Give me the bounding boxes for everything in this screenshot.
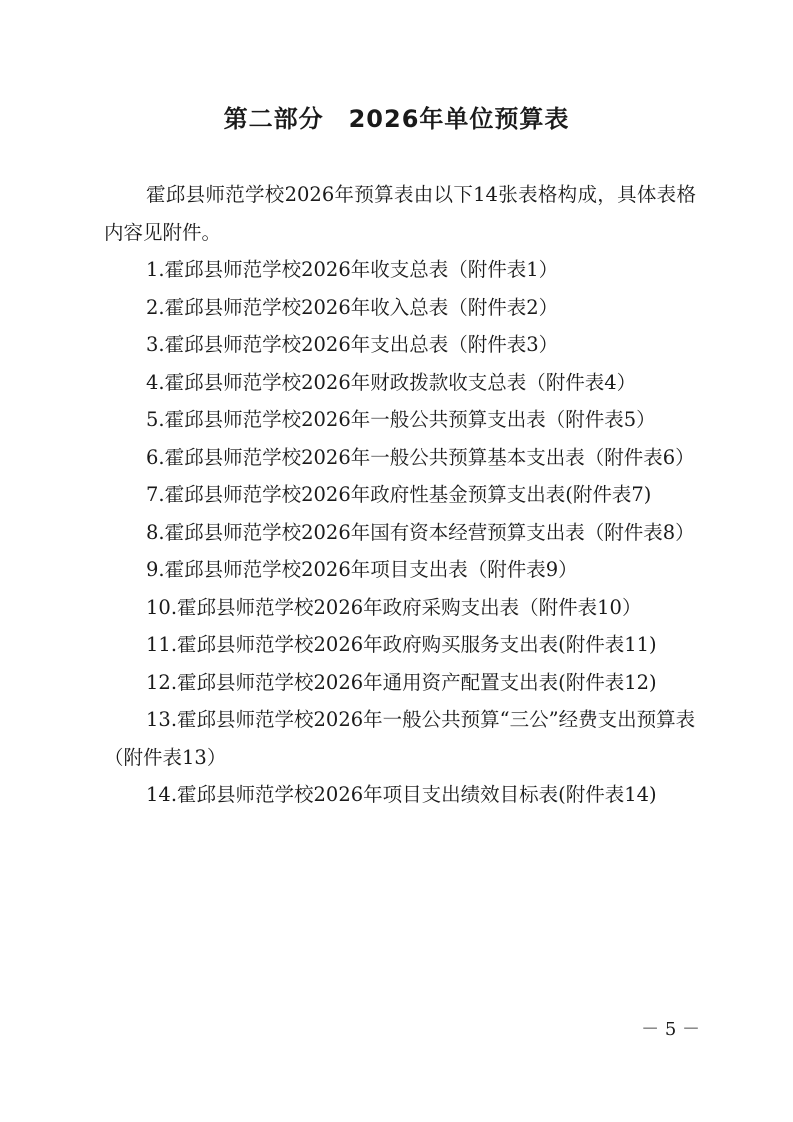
list-item: 5.霍邱县师范学校2026年一般公共预算支出表（附件表5） — [146, 408, 656, 431]
list-item: 3.霍邱县师范学校2026年支出总表（附件表3） — [146, 333, 559, 356]
intro-paragraph: 霍邱县师范学校2026年预算表由以下14张表格构成，具体表格内容见附件。 — [104, 183, 696, 244]
list-item: 8.霍邱县师范学校2026年国有资本经营预算支出表（附件表8） — [146, 520, 695, 544]
list-item: 11.霍邱县师范学校2026年政府购买服务支出表(附件表11) — [146, 633, 657, 656]
list-item: 9.霍邱县师范学校2026年项目支出表（附件表9） — [146, 558, 578, 581]
list-item: 13.霍邱县师范学校2026年一般公共预算“三公”经费支出预算表（附件表13） — [104, 708, 696, 769]
page-title: 第二部分 2026年单位预算表 — [223, 105, 570, 133]
list-item: 2.霍邱县师范学校2026年收入总表（附件表2） — [146, 295, 559, 319]
list-item: 7.霍邱县师范学校2026年政府性基金预算支出表(附件表7) — [146, 483, 652, 506]
list-item: 6.霍邱县师范学校2026年一般公共预算基本支出表（附件表6） — [146, 445, 695, 469]
page-number: － 5 － — [641, 1019, 700, 1040]
document-body — [104, 176, 696, 814]
list-item: 14.霍邱县师范学校2026年项目支出绩效目标表(附件表14) — [146, 783, 657, 806]
list-item: 12.霍邱县师范学校2026年通用资产配置支出表(附件表12) — [146, 670, 657, 694]
list-item: 1.霍邱县师范学校2026年收支总表（附件表1） — [146, 258, 559, 281]
list-item: 10.霍邱县师范学校2026年政府采购支出表（附件表10） — [146, 595, 642, 619]
list-item: 4.霍邱县师范学校2026年财政拨款收支总表（附件表4） — [146, 370, 637, 394]
